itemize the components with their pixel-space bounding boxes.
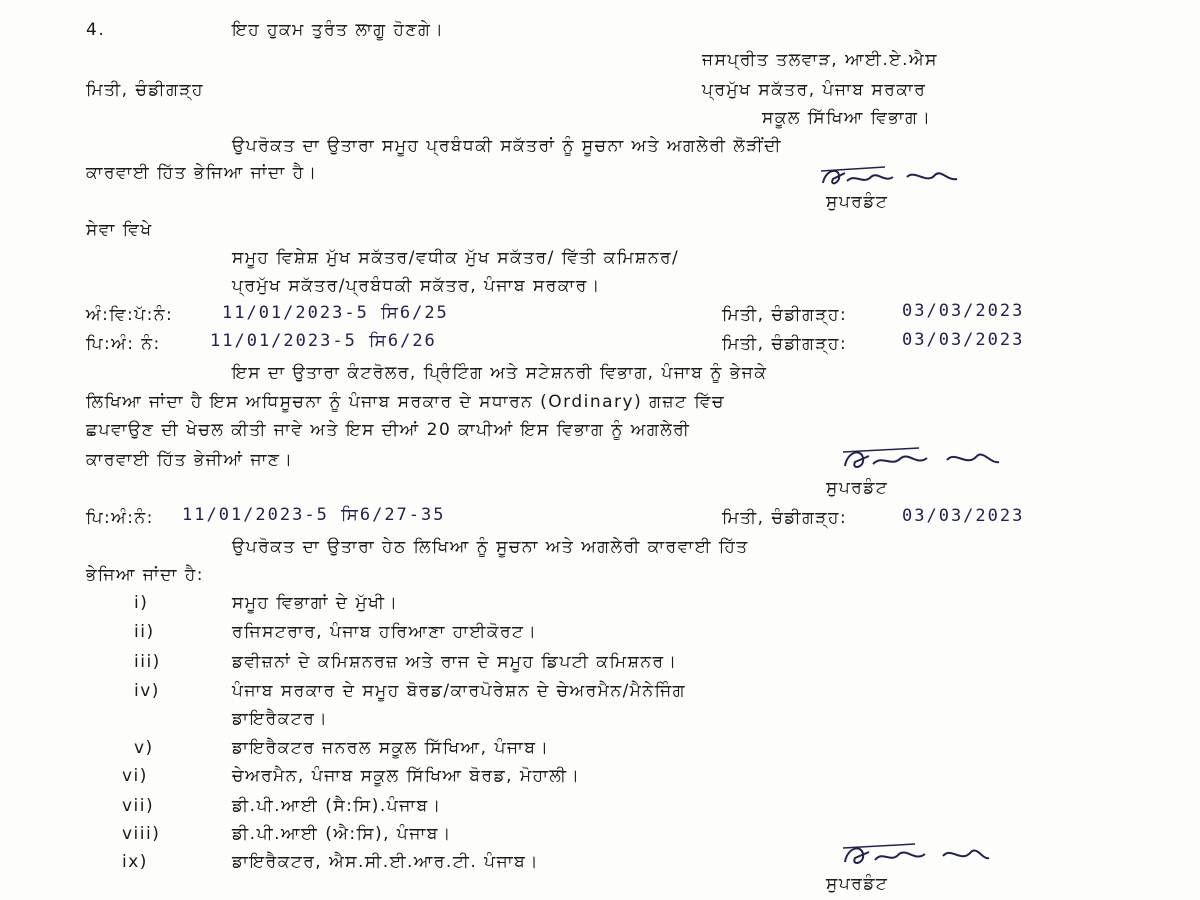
ref2-date-label: ਮਿਤੀ, ਚੰਡੀਗੜ੍ਹ: — [722, 334, 848, 354]
ref3-date: 03/03/2023 — [902, 506, 1025, 526]
recipient-text-cont: ਡਾਇਰੈਕਟਰ। — [232, 709, 329, 729]
sign-title-2: ਸੁਪਰਡੰਟ — [826, 478, 889, 498]
signature-3 — [835, 840, 995, 874]
signature-2 — [835, 444, 1005, 478]
sign-title-1: ਸੁਪਰਡੰਟ — [826, 192, 889, 212]
recipient-text: ਡਾਇਰੈਕਟਰ ਜਨਰਲ ਸਕੂਲ ਸਿੱਖਿਆ, ਪੰਜਾਬ। — [232, 738, 550, 758]
sign-title-3: ਸੁਪਰਡੰਟ — [826, 874, 889, 894]
signatory-department: ਸਕੂਲ ਸਿੱਖਿਆ ਵਿਭਾਗ। — [762, 108, 932, 128]
ref2-date: 03/03/2023 — [902, 330, 1025, 350]
ref1-date-label: ਮਿਤੀ, ਚੰਡੀਗੜ੍ਹ: — [722, 305, 848, 325]
service-line1: ਸਮੂਹ ਵਿਸ਼ੇਸ਼ ਮੁੱਖ ਸਕੱਤਰ/ਵਧੀਕ ਮੁੱਖ ਸਕੱਤਰ/ ਵਿੱਤੀ ਕਮਿਸ਼ਨਰ/ — [232, 248, 680, 268]
recipient-text: ਰਜਿਸਟਰਾਰ, ਪੰਜਾਬ ਹਰਿਆਣਾ ਹਾਈਕੋਰਟ। — [232, 622, 538, 642]
item-number: 4. — [86, 20, 106, 40]
recipient-num: ii) — [134, 622, 155, 642]
copy2-line4: ਕਾਰਵਾਈ ਹਿੱਤ ਭੇਜੀਆਂ ਜਾਣ। — [86, 450, 294, 470]
ref2-number: 11/01/2023-5 ਸਿ6/26 — [210, 331, 437, 351]
copy1-line2: ਕਾਰਵਾਈ ਹਿੱਤ ਭੇਜਿਆ ਜਾਂਦਾ ਹੈ। — [86, 163, 318, 183]
recipient-num: vii) — [122, 796, 155, 816]
recipient-text: ਚੇਅਰਮੈਨ, ਪੰਜਾਬ ਸਕੂਲ ਸਿੱਖਿਆ ਬੋਰਡ, ਮੋਹਾਲੀ। — [232, 766, 581, 786]
recipient-num: vi) — [122, 766, 148, 786]
recipient-num: iii) — [134, 652, 161, 672]
service-heading: ਸੇਵਾ ਵਿਖੇ — [86, 220, 153, 240]
service-line2: ਪ੍ਰਮੁੱਖ ਸਕੱਤਰ/ਪ੍ਰਬੰਧਕੀ ਸਕੱਤਰ, ਪੰਜਾਬ ਸਰਕਾਰ। — [232, 276, 601, 296]
recipient-text: ਪੰਜਾਬ ਸਰਕਾਰ ਦੇ ਸਮੂਹ ਬੋਰਡ/ਕਾਰਪੋਰੇਸ਼ਨ ਦੇ ਚੇਅਰਮੈਨ/ਮੈਨੇਜਿੰਗ — [232, 681, 687, 701]
copy3-line2: ਭੇਜਿਆ ਜਾਂਦਾ ਹੈ: — [86, 565, 204, 585]
place-date: ਮਿਤੀ, ਚੰਡੀਗੜ੍ਹ — [86, 80, 204, 100]
ref3-label: ਪਿ:ਅੰ:ਨੰ: — [86, 508, 154, 528]
copy2-line3: ਛਪਵਾਉਣ ਦੀ ਖੇਚਲ ਕੀਤੀ ਜਾਵੇ ਅਤੇ ਇਸ ਦੀਆਂ 20 ਕਾਪੀਆਂ ਇਸ ਵਿਭਾਗ ਨੂੰ ਅਗਲੇਰੀ — [86, 420, 691, 440]
recipient-num: ix) — [122, 852, 148, 872]
ref2-label: ਪਿ:ਅੰ: ਨੰ: — [86, 334, 161, 354]
copy3-line1: ਉਪਰੋਕਤ ਦਾ ਉਤਾਰਾ ਹੇਠ ਲਿਖਿਆ ਨੂੰ ਸੂਚਨਾ ਅਤੇ ਅਗਲੇਰੀ ਕਾਰਵਾਈ ਹਿੱਤ — [232, 537, 749, 557]
recipient-text: ਸਮੂਹ ਵਿਭਾਗਾਂ ਦੇ ਮੁੱਖੀ। — [232, 593, 399, 613]
order-line: ਇਹ ਹੁਕਮ ਤੁਰੰਤ ਲਾਗੂ ਹੋਣਗੇ। — [232, 20, 445, 40]
ref1-number: 11/01/2023-5 ਸਿ6/25 — [222, 303, 449, 323]
copy2-line1: ਇਸ ਦਾ ਉਤਾਰਾ ਕੰਟਰੋਲਰ, ਪ੍ਰਿੰਟਿੰਗ ਅਤੇ ਸਟੇਸ਼ਨਰੀ ਵਿਭਾਗ, ਪੰਜਾਬ ਨੂੰ ਭੇਜਕੇ — [232, 363, 768, 383]
signature-1 — [815, 163, 965, 195]
recipient-num: viii) — [122, 824, 161, 844]
recipient-text: ਡੀ.ਪੀ.ਆਈ (ਐ:ਸਿ), ਪੰਜਾਬ। — [232, 824, 452, 844]
ref1-label: ਅੰ:ਵਿ:ਪੱ:ਨੰ: — [86, 305, 174, 325]
signatory-designation: ਪ੍ਰਮੁੱਖ ਸਕੱਤਰ, ਪੰਜਾਬ ਸਰਕਾਰ — [702, 80, 927, 100]
ref3-date-label: ਮਿਤੀ, ਚੰਡੀਗੜ੍ਹ: — [722, 508, 848, 528]
recipient-num: i) — [134, 593, 149, 613]
signatory-name: ਜਸਪ੍ਰੀਤ ਤਲਵਾੜ, ਆਈ.ਏ.ਐਸ — [702, 50, 938, 70]
recipient-text: ਡਾਇਰੈਕਟਰ, ਐਸ.ਸੀ.ਈ.ਆਰ.ਟੀ. ਪੰਜਾਬ। — [232, 852, 540, 872]
recipient-num: v) — [134, 738, 154, 758]
ref3-number: 11/01/2023-5 ਸਿ6/27-35 — [182, 505, 446, 525]
recipient-text: ਡਵੀਜ਼ਨਾਂ ਦੇ ਕਮਿਸ਼ਨਰਜ਼ ਅਤੇ ਰਾਜ ਦੇ ਸਮੂਹ ਡਿਪਟੀ ਕਮਿਸ਼ਨਰ। — [232, 652, 678, 672]
recipient-num: iv) — [134, 681, 160, 701]
ref1-date: 03/03/2023 — [902, 301, 1025, 321]
recipient-text: ਡੀ.ਪੀ.ਆਈ (ਸੈ:ਸਿ).ਪੰਜਾਬ। — [232, 796, 442, 816]
copy2-line2: ਲਿਖਿਆ ਜਾਂਦਾ ਹੈ ਇਸ ਅਧਿਸੂਚਨਾ ਨੂੰ ਪੰਜਾਬ ਸਰਕਾਰ ਦੇ ਸਧਾਰਨ (Ordinary) ਗਜ਼ਟ ਵਿੱਚ — [86, 392, 725, 412]
copy1-line1: ਉਪਰੋਕਤ ਦਾ ਉਤਾਰਾ ਸਮੂਹ ਪ੍ਰਬੰਧਕੀ ਸਕੱਤਰਾਂ ਨੂੰ ਸੂਚਨਾ ਅਤੇ ਅਗਲੇਰੀ ਲੋੜੀਂਦੀ — [232, 136, 782, 156]
